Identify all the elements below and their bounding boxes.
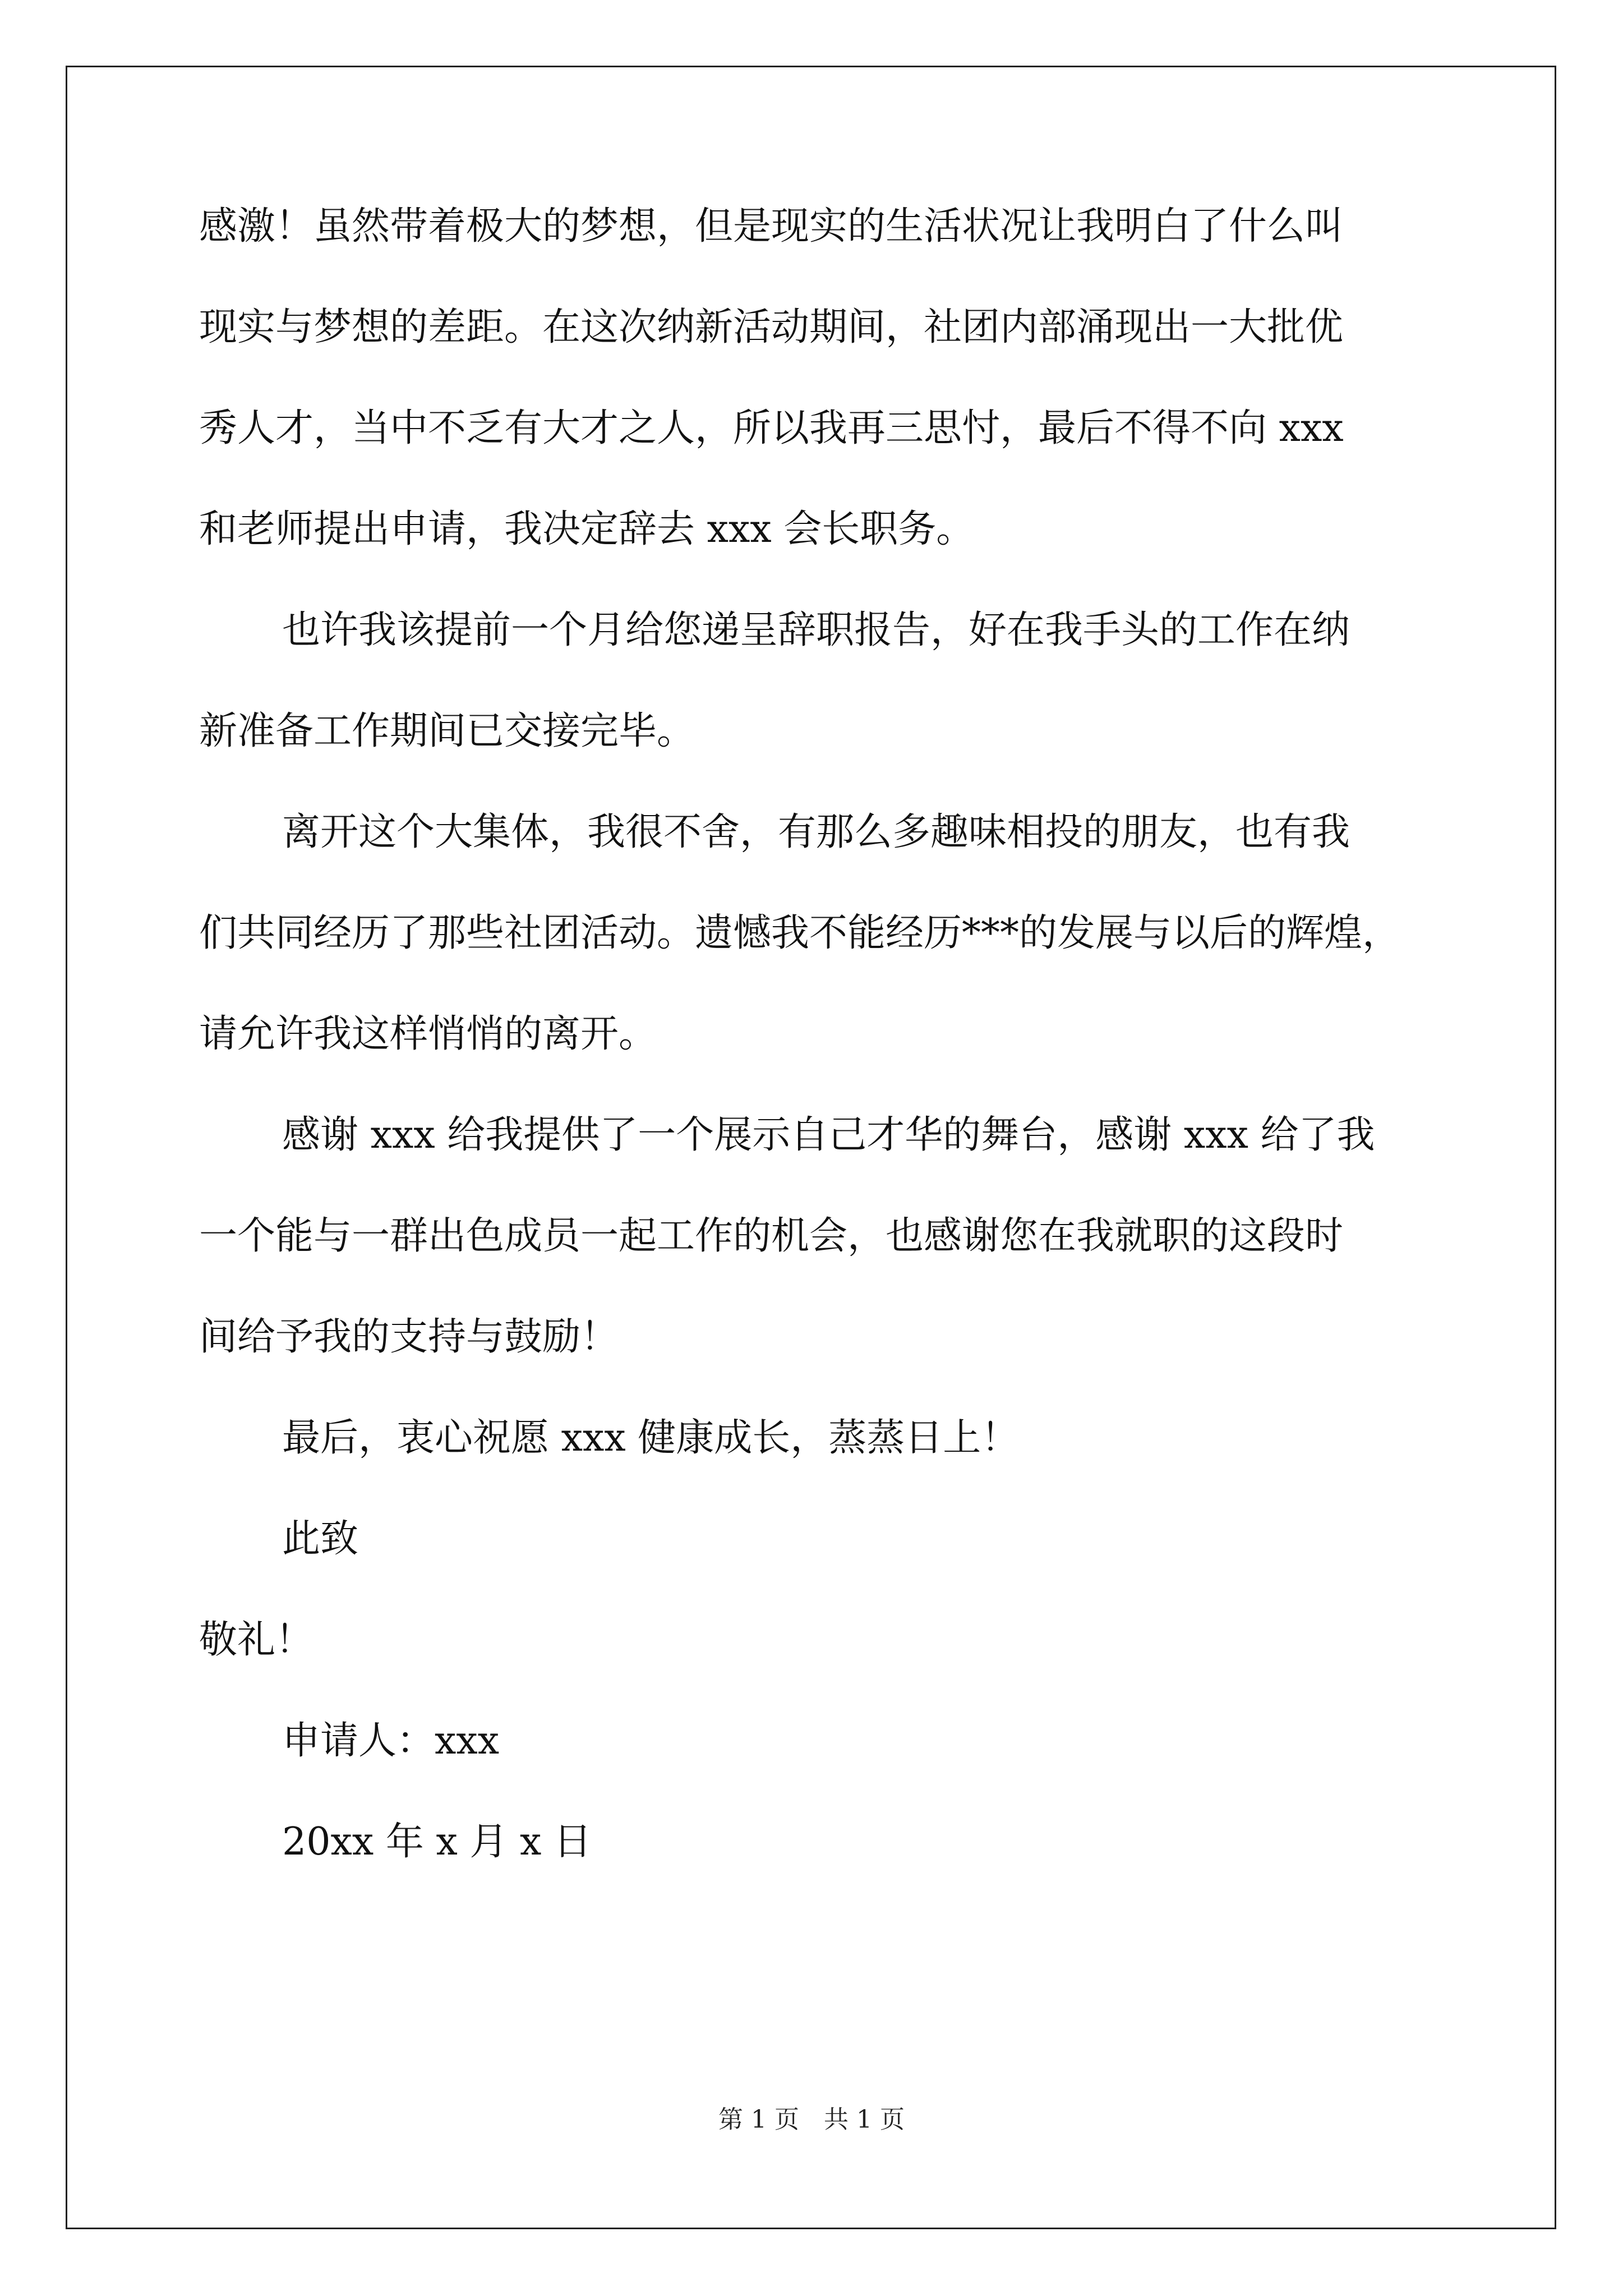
paragraph-start-line: 感谢 xxx 给我提供了一个展示自己才华的舞台，感谢 xxx 给了我 (282, 1113, 1375, 1157)
text-line: 们共同经历了那些社团活动。遗憾我不能经历***的发展与以后的辉煌， (199, 911, 1401, 955)
letter-date: 20xx 年 x 月 x 日 (282, 1820, 592, 1864)
text-line: 间给予我的支持与鼓励！ (199, 1315, 619, 1359)
text-line: 新准备工作期间已交接完毕。 (199, 709, 695, 753)
salutation-jingli: 敬礼！ (199, 1618, 314, 1662)
page-number-footer: 第 1 页 共 1 页 (718, 2105, 905, 2134)
text-line: 一个能与一群出色成员一起工作的机会，也感谢您在我就职的这段时 (199, 1214, 1344, 1258)
paragraph-start-line: 也许我该提前一个月给您递呈辞职报告，好在我手头的工作在纳 (282, 608, 1350, 652)
text-line: 感激！虽然带着极大的梦想，但是现实的生活状况让我明白了什么叫 (199, 204, 1344, 249)
applicant-signature: 申请人：xxx (282, 1719, 500, 1763)
text-line: 和老师提出申请，我决定辞去 xxx 会长职务。 (199, 507, 975, 551)
text-line: 现实与梦想的差距。在这次纳新活动期间，社团内部涌现出一大批优 (199, 305, 1344, 349)
text-line: 请允许我这样悄悄的离开。 (199, 1012, 657, 1056)
salutation-cizhi: 此致 (282, 1517, 359, 1561)
paragraph-start-line: 离开这个大集体，我很不舍，有那么多趣味相投的朋友，也有我 (282, 810, 1350, 854)
closing-wish: 最后，衷心祝愿 xxx 健康成长，蒸蒸日上！ (282, 1416, 1020, 1460)
text-line: 秀人才，当中不乏有大才之人，所以我再三思忖，最后不得不向 xxx (199, 406, 1344, 450)
